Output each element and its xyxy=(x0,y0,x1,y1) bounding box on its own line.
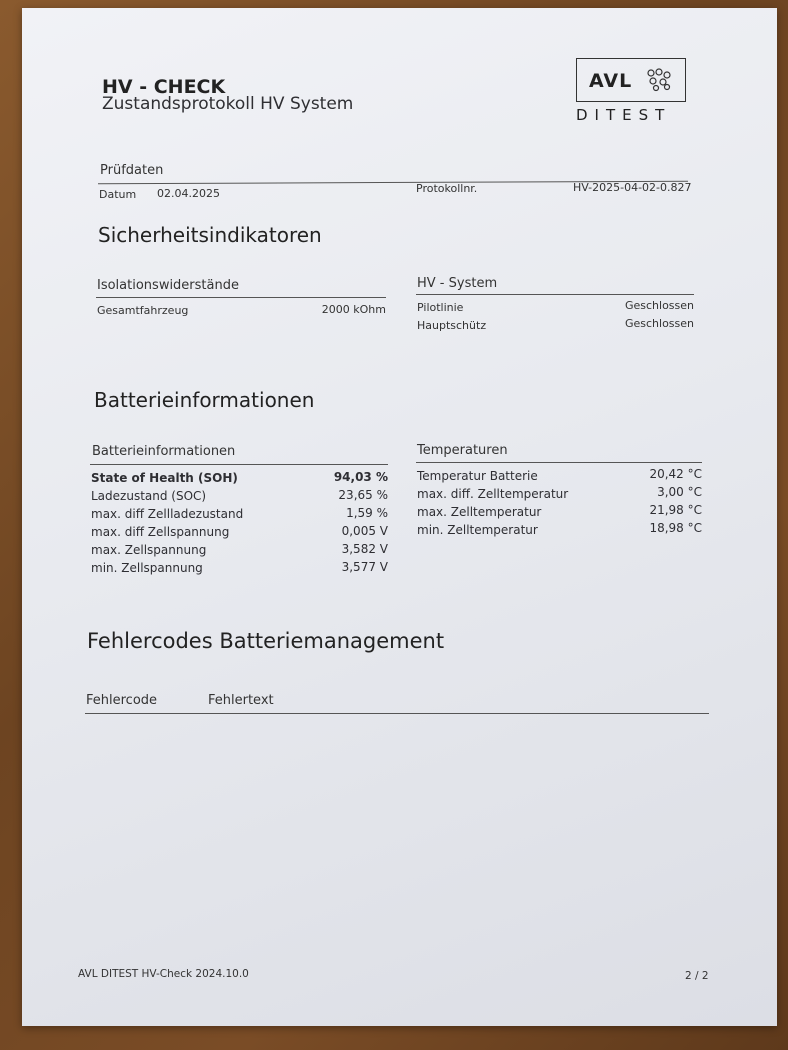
temperature-row-label: max. Zelltemperatur xyxy=(417,505,542,519)
fehlertext-column-header: Fehlertext xyxy=(208,693,274,708)
temperature-row-value: 20,42 °C xyxy=(649,467,702,481)
temperature-row-value: 3,00 °C xyxy=(657,485,702,499)
logo-product: DITEST xyxy=(576,106,672,124)
divider xyxy=(96,297,386,298)
fehlercode-column-header: Fehlercode xyxy=(86,693,158,708)
page-number: 2 / 2 xyxy=(685,970,709,982)
hv-row-value: Geschlossen xyxy=(624,299,694,312)
batterie-heading: Batterieinformationen xyxy=(94,388,315,412)
battery-row-label: Ladezustand (SOC) xyxy=(91,489,207,503)
avl-flower-icon xyxy=(643,67,673,93)
temperature-row-label: min. Zelltemperatur xyxy=(417,523,538,537)
battery-row-value: 1,59 % xyxy=(346,506,388,520)
divider xyxy=(90,464,388,465)
battery-row-value: 3,582 V xyxy=(341,542,388,556)
battery-row-value: 94,03 % xyxy=(333,470,388,484)
battery-row-label: max. diff Zellspannung xyxy=(91,525,230,539)
protokoll-value: HV-2025-04-02-0.827 xyxy=(573,181,692,194)
isolation-row-value: 2000 kOhm xyxy=(321,303,386,316)
battery-row-label: State of Health (SOH) xyxy=(91,471,238,485)
battery-row-value: 23,65 % xyxy=(338,488,388,502)
hv-row-label: Hauptschütz xyxy=(417,319,487,332)
document-title: HV - CHECK xyxy=(102,76,226,98)
temperature-row-label: Temperatur Batterie xyxy=(417,469,538,483)
temperature-row-value: 21,98 °C xyxy=(649,503,702,517)
footer-version: AVL DITEST HV-Check 2024.10.0 xyxy=(78,968,249,980)
battery-row-label: max. Zellspannung xyxy=(91,543,207,557)
datum-value: 02.04.2025 xyxy=(157,187,220,200)
sicherheit-heading: Sicherheitsindikatoren xyxy=(98,223,322,247)
document-page xyxy=(22,8,777,1026)
battery-row-label: min. Zellspannung xyxy=(91,561,203,575)
divider xyxy=(85,713,709,714)
pruefdaten-heading: Prüfdaten xyxy=(100,163,164,178)
hv-row-label: Pilotlinie xyxy=(417,301,464,314)
logo-brand: AVL xyxy=(589,70,633,92)
batterie-info-heading: Batterieinformationen xyxy=(92,444,236,459)
temperature-row-value: 18,98 °C xyxy=(649,521,702,535)
logo xyxy=(576,58,686,102)
battery-row-value: 3,577 V xyxy=(341,560,388,574)
document-subtitle: Zustandsprotokoll HV System xyxy=(102,94,354,114)
fehlercodes-heading: Fehlercodes Batteriemanagement xyxy=(87,629,445,653)
divider xyxy=(416,294,694,295)
battery-row-label: max. diff Zellladezustand xyxy=(91,507,244,521)
hv-system-heading: HV - System xyxy=(417,276,498,291)
protokoll-label: Protokollnr. xyxy=(416,182,478,195)
temperaturen-heading: Temperaturen xyxy=(417,443,508,458)
hv-row-value: Geschlossen xyxy=(624,317,694,330)
isolation-row-label: Gesamtfahrzeug xyxy=(97,304,189,317)
temperature-row-label: max. diff. Zelltemperatur xyxy=(417,487,569,501)
divider xyxy=(416,462,702,463)
datum-label: Datum xyxy=(99,188,137,201)
battery-row-value: 0,005 V xyxy=(341,524,388,538)
isolation-heading: Isolationswiderstände xyxy=(97,278,239,293)
